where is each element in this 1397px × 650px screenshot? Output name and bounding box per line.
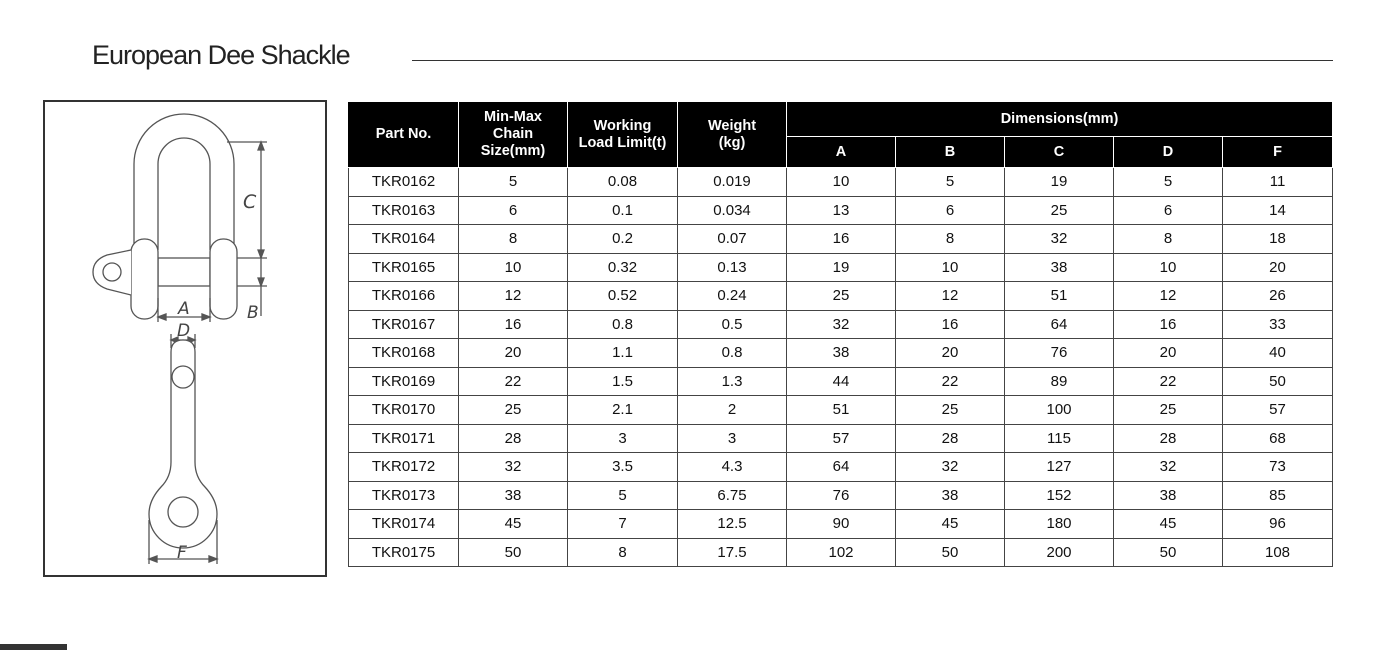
header-wll xyxy=(568,102,678,168)
cell-part-no: TKR0174 xyxy=(349,510,459,539)
cell-weight: 4.3 xyxy=(678,453,787,482)
cell-chain-size: 45 xyxy=(459,510,568,539)
cell-dim-d: 16 xyxy=(1114,310,1223,339)
cell-dim-a: 51 xyxy=(787,396,896,425)
spec-table xyxy=(348,101,1333,567)
cell-chain-size: 6 xyxy=(459,196,568,225)
cell-chain-size: 38 xyxy=(459,481,568,510)
cell-dim-c: 89 xyxy=(1005,367,1114,396)
cell-dim-c: 127 xyxy=(1005,453,1114,482)
table-row xyxy=(349,196,1333,225)
cell-part-no: TKR0168 xyxy=(349,339,459,368)
table-row xyxy=(349,253,1333,282)
cell-wll: 0.2 xyxy=(568,225,678,254)
shackle-left-ear xyxy=(131,239,158,319)
cell-wll: 0.52 xyxy=(568,282,678,311)
cell-dim-a: 19 xyxy=(787,253,896,282)
cell-part-no: TKR0169 xyxy=(349,367,459,396)
header-dim-d: D xyxy=(1114,137,1223,168)
side-view-pin xyxy=(172,366,194,388)
table-row xyxy=(349,510,1333,539)
cell-dim-b: 6 xyxy=(896,196,1005,225)
cell-part-no: TKR0175 xyxy=(349,538,459,567)
header-wll-line2: Load Limit(t) xyxy=(578,134,667,151)
cell-dim-c: 76 xyxy=(1005,339,1114,368)
cell-dim-d: 8 xyxy=(1114,225,1223,254)
cell-weight: 17.5 xyxy=(678,538,787,567)
cell-dim-d: 32 xyxy=(1114,453,1223,482)
cell-dim-b: 22 xyxy=(896,367,1005,396)
cell-dim-a: 102 xyxy=(787,538,896,567)
cell-dim-b: 20 xyxy=(896,339,1005,368)
cell-dim-b: 38 xyxy=(896,481,1005,510)
cell-wll: 0.08 xyxy=(568,168,678,197)
header-chain-size xyxy=(459,102,568,168)
cell-dim-c: 38 xyxy=(1005,253,1114,282)
cell-weight: 0.8 xyxy=(678,339,787,368)
cell-dim-d: 50 xyxy=(1114,538,1223,567)
cell-chain-size: 5 xyxy=(459,168,568,197)
cell-dim-c: 152 xyxy=(1005,481,1114,510)
cell-dim-a: 13 xyxy=(787,196,896,225)
cell-dim-a: 44 xyxy=(787,367,896,396)
cell-chain-size: 32 xyxy=(459,453,568,482)
cell-part-no: TKR0167 xyxy=(349,310,459,339)
cell-weight: 12.5 xyxy=(678,510,787,539)
table-row xyxy=(349,367,1333,396)
cell-chain-size: 22 xyxy=(459,367,568,396)
header-row-1 xyxy=(349,102,1333,137)
cell-dim-a: 76 xyxy=(787,481,896,510)
cell-dim-b: 25 xyxy=(896,396,1005,425)
header-chain-size-line2: Chain xyxy=(492,126,534,142)
header-dim-f: F xyxy=(1223,137,1333,168)
shackle-body-outer xyxy=(134,114,234,250)
cell-wll: 5 xyxy=(568,481,678,510)
cell-wll: 1.5 xyxy=(568,367,678,396)
cell-dim-c: 115 xyxy=(1005,424,1114,453)
cell-dim-a: 16 xyxy=(787,225,896,254)
cell-weight: 3 xyxy=(678,424,787,453)
cell-wll: 3 xyxy=(568,424,678,453)
cell-dim-f: 57 xyxy=(1223,396,1333,425)
cell-dim-b: 50 xyxy=(896,538,1005,567)
pin-eye xyxy=(93,250,131,295)
cell-part-no: TKR0163 xyxy=(349,196,459,225)
cell-wll: 1.1 xyxy=(568,339,678,368)
cell-dim-f: 50 xyxy=(1223,367,1333,396)
table-row xyxy=(349,453,1333,482)
cell-dim-c: 25 xyxy=(1005,196,1114,225)
shackle-right-ear xyxy=(210,239,237,319)
cell-wll: 0.32 xyxy=(568,253,678,282)
cell-part-no: TKR0170 xyxy=(349,396,459,425)
cell-dim-f: 85 xyxy=(1223,481,1333,510)
cell-part-no: TKR0162 xyxy=(349,168,459,197)
cell-chain-size: 28 xyxy=(459,424,568,453)
cell-chain-size: 20 xyxy=(459,339,568,368)
cell-dim-c: 180 xyxy=(1005,510,1114,539)
table-row xyxy=(349,225,1333,254)
cell-weight: 0.019 xyxy=(678,168,787,197)
cell-dim-f: 26 xyxy=(1223,282,1333,311)
cell-dim-d: 22 xyxy=(1114,367,1223,396)
header-dimensions: Dimensions(mm) xyxy=(787,102,1333,137)
cell-part-no: TKR0165 xyxy=(349,253,459,282)
header-wll-line1: Working xyxy=(593,117,652,134)
cell-part-no: TKR0164 xyxy=(349,225,459,254)
cell-dim-f: 108 xyxy=(1223,538,1333,567)
cell-dim-d: 6 xyxy=(1114,196,1223,225)
cell-dim-a: 10 xyxy=(787,168,896,197)
cell-dim-a: 25 xyxy=(787,282,896,311)
cell-dim-c: 51 xyxy=(1005,282,1114,311)
cell-dim-f: 33 xyxy=(1223,310,1333,339)
title-rule xyxy=(412,60,1333,61)
table-row xyxy=(349,339,1333,368)
cell-dim-a: 57 xyxy=(787,424,896,453)
table-row xyxy=(349,424,1333,453)
cell-wll: 2.1 xyxy=(568,396,678,425)
table-row xyxy=(349,481,1333,510)
cell-chain-size: 10 xyxy=(459,253,568,282)
cell-wll: 3.5 xyxy=(568,453,678,482)
shackle-body-inner xyxy=(158,138,210,250)
cell-chain-size: 16 xyxy=(459,310,568,339)
cell-dim-f: 20 xyxy=(1223,253,1333,282)
cell-dim-f: 14 xyxy=(1223,196,1333,225)
header-chain-size-line3: Size(mm) xyxy=(480,143,546,159)
header-chain-size-line1: Min-Max xyxy=(484,109,542,125)
cell-dim-d: 38 xyxy=(1114,481,1223,510)
cell-chain-size: 50 xyxy=(459,538,568,567)
cell-weight: 6.75 xyxy=(678,481,787,510)
cell-dim-d: 20 xyxy=(1114,339,1223,368)
table-row xyxy=(349,396,1333,425)
dim-label-c: C xyxy=(243,191,257,213)
cell-dim-b: 16 xyxy=(896,310,1005,339)
table-row xyxy=(349,282,1333,311)
cell-dim-b: 5 xyxy=(896,168,1005,197)
cell-weight: 0.5 xyxy=(678,310,787,339)
cell-wll: 0.8 xyxy=(568,310,678,339)
cell-dim-f: 96 xyxy=(1223,510,1333,539)
shackle-pin xyxy=(158,258,210,286)
cell-wll: 0.1 xyxy=(568,196,678,225)
cell-dim-d: 25 xyxy=(1114,396,1223,425)
dim-label-f: F xyxy=(177,543,187,563)
cell-dim-b: 45 xyxy=(896,510,1005,539)
cell-wll: 7 xyxy=(568,510,678,539)
cell-dim-c: 100 xyxy=(1005,396,1114,425)
cell-dim-d: 45 xyxy=(1114,510,1223,539)
page-title: European Dee Shackle xyxy=(92,40,350,70)
header-dim-c: C xyxy=(1005,137,1114,168)
cell-dim-d: 10 xyxy=(1114,253,1223,282)
cell-dim-c: 19 xyxy=(1005,168,1114,197)
cell-dim-d: 12 xyxy=(1114,282,1223,311)
cell-part-no: TKR0173 xyxy=(349,481,459,510)
table-row xyxy=(349,310,1333,339)
cell-dim-a: 32 xyxy=(787,310,896,339)
cell-dim-b: 28 xyxy=(896,424,1005,453)
cell-dim-d: 5 xyxy=(1114,168,1223,197)
cell-dim-d: 28 xyxy=(1114,424,1223,453)
dim-label-d: D xyxy=(177,321,191,341)
cell-weight: 1.3 xyxy=(678,367,787,396)
cell-part-no: TKR0166 xyxy=(349,282,459,311)
cell-dim-f: 73 xyxy=(1223,453,1333,482)
cell-chain-size: 25 xyxy=(459,396,568,425)
dim-label-b: B xyxy=(247,303,259,323)
cell-dim-a: 90 xyxy=(787,510,896,539)
cell-weight: 0.24 xyxy=(678,282,787,311)
table-row xyxy=(349,168,1333,197)
cell-part-no: TKR0171 xyxy=(349,424,459,453)
header-weight-line1: Weight xyxy=(707,117,757,134)
dim-label-a: A xyxy=(178,299,190,319)
cell-dim-a: 64 xyxy=(787,453,896,482)
cell-dim-b: 12 xyxy=(896,282,1005,311)
cell-dim-f: 11 xyxy=(1223,168,1333,197)
header-dim-b: B xyxy=(896,137,1005,168)
header-weight-line2: (kg) xyxy=(718,134,746,151)
table-row xyxy=(349,538,1333,567)
cell-weight: 0.07 xyxy=(678,225,787,254)
cell-dim-f: 18 xyxy=(1223,225,1333,254)
cell-dim-c: 200 xyxy=(1005,538,1114,567)
page-corner-mark xyxy=(0,644,67,650)
cell-weight: 0.13 xyxy=(678,253,787,282)
cell-dim-b: 8 xyxy=(896,225,1005,254)
header-part-no: Part No. xyxy=(349,102,459,168)
header-dim-a: A xyxy=(787,137,896,168)
cell-chain-size: 12 xyxy=(459,282,568,311)
cell-part-no: TKR0172 xyxy=(349,453,459,482)
cell-chain-size: 8 xyxy=(459,225,568,254)
table-body xyxy=(349,168,1333,567)
cell-dim-f: 68 xyxy=(1223,424,1333,453)
cell-dim-b: 32 xyxy=(896,453,1005,482)
shackle-diagram xyxy=(43,100,327,577)
header-weight xyxy=(678,102,787,168)
cell-dim-c: 64 xyxy=(1005,310,1114,339)
cell-dim-c: 32 xyxy=(1005,225,1114,254)
cell-dim-f: 40 xyxy=(1223,339,1333,368)
cell-dim-b: 10 xyxy=(896,253,1005,282)
cell-wll: 8 xyxy=(568,538,678,567)
cell-weight: 0.034 xyxy=(678,196,787,225)
shackle-drawing xyxy=(45,102,325,575)
cell-weight: 2 xyxy=(678,396,787,425)
cell-dim-a: 38 xyxy=(787,339,896,368)
